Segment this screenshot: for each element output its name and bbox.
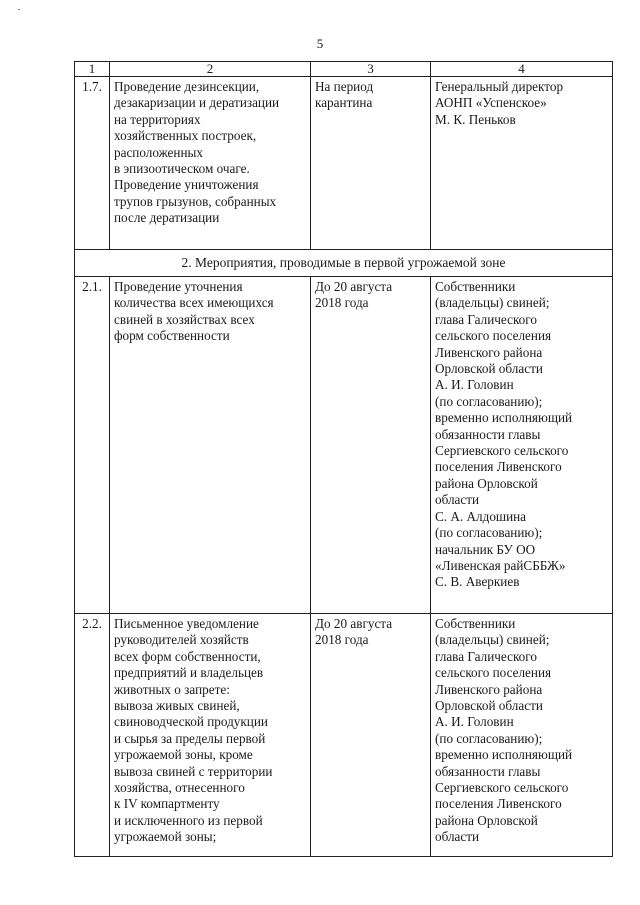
responsible-cell: Генеральный директор АОНП «Успенское» М. К. Пеньков xyxy=(431,77,613,250)
measure-cell: Проведение дезинсекции, дезакаризации и дератизации на территориях хозяйственных построек, расположенных в эпизоотическом очаге. Проведение уничтожения трупов грызунов, собранных после дератизации xyxy=(110,77,311,250)
responsible-cell: Собственники (владельцы) свиней; глава Галического сельского поселения Ливенского района Орловской области А. И. Головин (по согласованию); временно исполняющий обязанности главы Сергиевского сельского поселения Ливенского района Орловской области С. А. Алдошина (по согласованию); начальник БУ ОО «Ливенская райСББЖ» С. В. Аверкиев xyxy=(431,277,613,614)
row-number: 1.7. xyxy=(75,77,110,250)
deadline-cell: На период карантина xyxy=(311,77,431,250)
header-cell: 3 xyxy=(311,62,431,77)
measure-cell: Проведение уточнения количества всех имеющихся свиней в хозяйствах всех форм собственности xyxy=(110,277,311,614)
deadline-cell: До 20 августа 2018 года xyxy=(311,614,431,857)
responsible-cell: Собственники (владельцы) свиней; глава Галического сельского поселения Ливенского района Орловской области А. И. Головин (по согласованию); временно исполняющий обязанности главы Сергиевского сельского поселения Ливенского района Орловской области xyxy=(431,614,613,857)
table-row xyxy=(75,614,613,857)
header-cell: 4 xyxy=(431,62,613,77)
scan-speck xyxy=(18,9,20,10)
table-row xyxy=(75,77,613,250)
table-row xyxy=(75,277,613,614)
header-cell: 2 xyxy=(110,62,311,77)
table-header-row xyxy=(75,62,613,77)
page-number: 5 xyxy=(316,36,324,51)
row-number: 2.2. xyxy=(75,614,110,857)
measure-cell: Письменное уведомление руководителей хозяйств всех форм собственности, предприятий и владельцев животных о запрете: вывоза живых свиней, свиноводческой продукции и сырья за пределы первой угрожаемой зоны, кроме вывоза свиней с территории хозяйства, отнесенного к IV компартменту и исключенного из первой угрожаемой зоны; xyxy=(110,614,311,857)
row-number: 2.1. xyxy=(75,277,110,614)
section-heading-row xyxy=(75,250,613,277)
measures-table xyxy=(74,61,613,857)
deadline-cell: До 20 августа 2018 года xyxy=(311,277,431,614)
header-cell: 1 xyxy=(75,62,110,77)
section-heading: 2. Мероприятия, проводимые в первой угрожаемой зоне xyxy=(75,250,613,277)
